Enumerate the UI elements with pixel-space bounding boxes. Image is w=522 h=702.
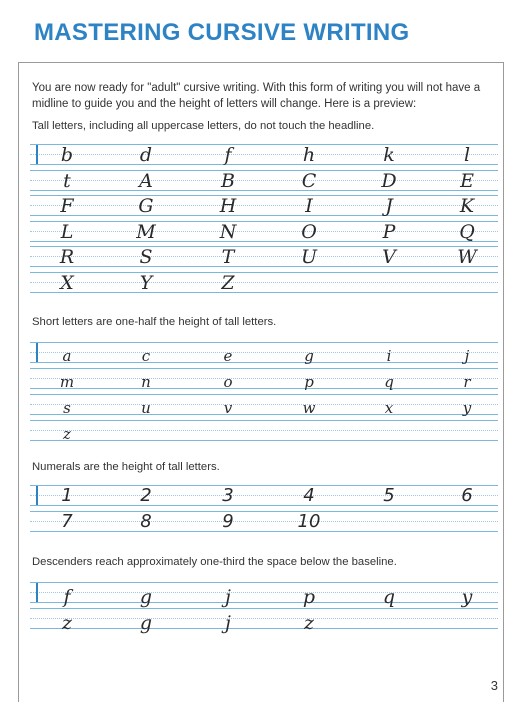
guide-line-head: [30, 485, 498, 486]
cursive-glyph: t: [63, 170, 71, 192]
cursive-glyph: 3: [222, 485, 234, 506]
cursive-glyph: e: [223, 347, 233, 365]
guide-line-head: [30, 420, 498, 421]
guide-line-mid: [30, 352, 498, 353]
cursive-glyph: x: [384, 399, 394, 417]
cursive-glyph: y: [461, 586, 473, 608]
cursive-glyph: F: [60, 195, 74, 217]
cursive-glyph: g: [139, 612, 153, 634]
guide-line-head: [30, 511, 498, 512]
page-number: 3: [490, 678, 498, 693]
guide-line-mid: [30, 592, 498, 593]
guide-row: [30, 608, 498, 639]
cursive-glyph: O: [301, 221, 317, 243]
cursive-glyph: y: [462, 399, 472, 417]
guide-line-mid: [30, 430, 498, 431]
guide-row: [30, 420, 498, 451]
cursive-glyph: k: [383, 144, 395, 166]
guide-line-mid: [30, 180, 498, 181]
cursive-glyph: I: [305, 195, 313, 217]
cursive-glyph: Z: [221, 272, 235, 294]
cursive-glyph: K: [459, 195, 475, 217]
cursive-glyph: n: [141, 373, 151, 391]
guide-line-base: [30, 164, 498, 165]
cursive-glyph: P: [382, 221, 396, 243]
cursive-glyph: s: [63, 399, 71, 417]
start-mark: [36, 486, 38, 505]
cursive-glyph: U: [300, 246, 317, 268]
guide-line-mid: [30, 282, 498, 283]
guide-line-mid: [30, 256, 498, 257]
cursive-glyph: Q: [459, 221, 475, 243]
cursive-glyph: A: [139, 170, 153, 192]
cursive-glyph: l: [463, 144, 471, 166]
cursive-glyph: 4: [303, 485, 315, 506]
cursive-glyph: h: [302, 144, 316, 166]
cursive-glyph: 1: [61, 485, 73, 506]
guide-line-base: [30, 602, 498, 603]
guide-line-mid: [30, 404, 498, 405]
guide-line-head: [30, 342, 498, 343]
section-label-short: Short letters are one-half the height of tall letters.: [32, 316, 277, 328]
cursive-glyph: G: [138, 195, 154, 217]
guide-line-mid: [30, 495, 498, 496]
guide-line-head: [30, 394, 498, 395]
guide-line-mid: [30, 154, 498, 155]
section-label-descenders: Descenders reach approximately one-third the space below the baseline.: [32, 556, 397, 568]
cursive-glyph: g: [304, 347, 314, 365]
cursive-glyph: z: [63, 425, 71, 443]
guide-line-base: [30, 292, 498, 293]
cursive-glyph: a: [62, 347, 72, 365]
cursive-glyph: V: [382, 246, 396, 268]
cursive-glyph: 5: [383, 485, 395, 506]
cursive-glyph: c: [141, 347, 151, 365]
guide-line-base: [30, 215, 498, 216]
guide-line-base: [30, 414, 498, 415]
cursive-glyph: Y: [139, 272, 153, 294]
guide-line-mid: [30, 618, 498, 619]
start-mark: [36, 583, 38, 602]
cursive-glyph: o: [223, 373, 233, 391]
cursive-glyph: N: [219, 221, 237, 243]
cursive-glyph: j: [464, 347, 470, 365]
cursive-glyph: H: [219, 195, 237, 217]
guide-line-base: [30, 440, 498, 441]
start-mark: [36, 343, 38, 362]
cursive-glyph: w: [302, 399, 316, 417]
guide-line-head: [30, 246, 498, 247]
cursive-glyph: p: [304, 373, 314, 391]
cursive-glyph: f: [224, 144, 232, 166]
section-label-numerals: Numerals are the height of tall letters.: [32, 461, 220, 473]
cursive-glyph: 9: [222, 511, 234, 532]
cursive-glyph: 2: [140, 485, 152, 506]
cursive-glyph: T: [221, 246, 235, 268]
cursive-glyph: R: [59, 246, 75, 268]
cursive-glyph: d: [139, 144, 153, 166]
cursive-glyph: v: [223, 399, 233, 417]
cursive-glyph: J: [385, 195, 393, 217]
guide-line-mid: [30, 231, 498, 232]
cursive-glyph: 6: [461, 485, 473, 506]
cursive-glyph: q: [382, 586, 396, 608]
cursive-glyph: j: [225, 612, 231, 634]
cursive-glyph: g: [139, 586, 153, 608]
guide-line-head: [30, 368, 498, 369]
guide-line-base: [30, 190, 498, 191]
cursive-glyph: E: [460, 170, 474, 192]
cursive-glyph: r: [463, 373, 471, 391]
cursive-glyph: 10: [297, 511, 321, 532]
cursive-glyph: D: [381, 170, 397, 192]
guide-line-base: [30, 362, 498, 363]
guide-line-mid: [30, 378, 498, 379]
guide-line-base: [30, 241, 498, 242]
cursive-glyph: p: [302, 586, 316, 608]
cursive-glyph: X: [60, 272, 74, 294]
cursive-glyph: m: [59, 373, 75, 391]
cursive-glyph: z: [61, 612, 72, 634]
guide-line-head: [30, 195, 498, 196]
cursive-glyph: f: [63, 586, 71, 608]
guide-line-base: [30, 388, 498, 389]
guide-line-mid: [30, 205, 498, 206]
cursive-glyph: C: [301, 170, 317, 192]
section-label-tall: Tall letters, including all uppercase letters, do not touch the headline.: [32, 120, 375, 132]
guide-line-base: [30, 628, 498, 629]
cursive-glyph: 8: [140, 511, 152, 532]
intro-paragraph: You are now ready for "adult" cursive writing. With this form of writing you will not have a midline to guide you and the height of letters will change. Here is a preview:: [32, 82, 481, 110]
guide-line-mid: [30, 521, 498, 522]
guide-line-base: [30, 505, 498, 506]
cursive-glyph: q: [384, 373, 394, 391]
guide-line-head: [30, 608, 498, 609]
guide-row: [30, 272, 498, 303]
guide-line-base: [30, 531, 498, 532]
cursive-glyph: 7: [61, 511, 73, 532]
page-title: MASTERING CURSIVE WRITING: [34, 19, 410, 46]
guide-line-head: [30, 144, 498, 145]
guide-line-head: [30, 582, 498, 583]
guide-line-head: [30, 221, 498, 222]
cursive-glyph: W: [457, 246, 477, 268]
start-mark: [36, 145, 38, 164]
cursive-glyph: u: [141, 399, 151, 417]
guide-line-head: [30, 272, 498, 273]
cursive-glyph: M: [136, 221, 156, 243]
cursive-glyph: z: [303, 612, 314, 634]
cursive-glyph: j: [225, 586, 231, 608]
cursive-glyph: i: [386, 347, 392, 365]
cursive-glyph: S: [139, 246, 153, 268]
cursive-glyph: L: [60, 221, 74, 243]
cursive-glyph: b: [60, 144, 74, 166]
guide-line-base: [30, 266, 498, 267]
cursive-glyph: B: [221, 170, 235, 192]
guide-row: [30, 511, 498, 542]
guide-line-head: [30, 170, 498, 171]
